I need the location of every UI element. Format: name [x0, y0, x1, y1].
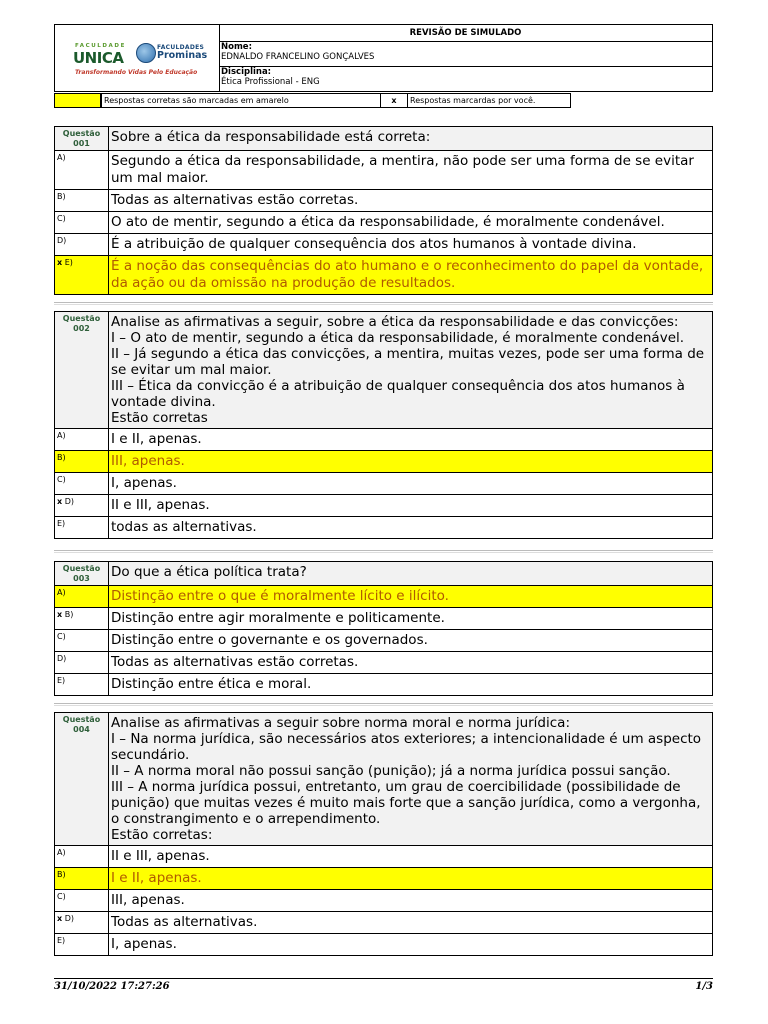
- correct-legend-text: Respostas corretas são marcadas em amarelo: [101, 93, 381, 108]
- footer-divider: [54, 978, 713, 979]
- option-row[interactable]: [55, 934, 713, 956]
- marked-x: x: [57, 610, 63, 619]
- unica-name: UNICA: [73, 49, 124, 67]
- stem-line: Estão corretas:: [111, 827, 213, 843]
- stem-line: I – Na norma jurídica, são necessários atos exteriores; a intencionalidade é um aspecto secundário.: [111, 731, 702, 763]
- question-number-value: 004: [73, 725, 90, 734]
- option-label: D): [55, 652, 109, 674]
- footer-datetime: 31/10/2022 17:27:26: [54, 981, 170, 992]
- discipline-row: [219, 66, 712, 91]
- question-stem: Do que a ética política trata?: [109, 562, 713, 586]
- name-row: [219, 41, 712, 67]
- stem-line: Analise as afirmativas a seguir sobre norma moral e norma jurídica:: [111, 715, 570, 731]
- option-row[interactable]: [55, 473, 713, 495]
- option-label: A): [55, 846, 109, 868]
- name-label: Nome:: [221, 42, 252, 52]
- option-text: III, apenas.: [109, 451, 713, 473]
- option-row-marked[interactable]: [55, 495, 713, 517]
- page-title: REVISÃO DE SIMULADO: [219, 25, 712, 42]
- question-number: [55, 713, 109, 846]
- faculdade-label: FACULDADE: [75, 43, 126, 49]
- marked-x: x: [57, 914, 63, 923]
- option-row[interactable]: [55, 212, 713, 234]
- option-row-correct[interactable]: [55, 256, 713, 295]
- option-label: A): [55, 586, 109, 608]
- option-row[interactable]: [55, 890, 713, 912]
- option-label: C): [55, 473, 109, 495]
- option-row[interactable]: [55, 151, 713, 190]
- correct-color-swatch: [54, 93, 101, 108]
- option-label: B): [55, 868, 109, 890]
- option-label: x B): [55, 608, 109, 630]
- question-stem: Sobre a ética da responsabilidade está correta:: [109, 127, 713, 151]
- option-text: Distinção entre o que é moralmente lícito e ilícito.: [109, 586, 713, 608]
- option-text: É a atribuição de qualquer consequência dos atos humanos à vontade divina.: [109, 234, 713, 256]
- option-text: III, apenas.: [109, 890, 713, 912]
- option-label: x E): [55, 256, 109, 295]
- question-stem: [109, 312, 713, 429]
- option-row-correct[interactable]: [55, 451, 713, 473]
- option-text: O ato de mentir, segundo a ética da responsabilidade, é moralmente condenável.: [109, 212, 713, 234]
- option-row[interactable]: [55, 190, 713, 212]
- option-label: E): [55, 934, 109, 956]
- question-number-value: 002: [73, 324, 90, 333]
- page-number: 1/3: [695, 981, 713, 992]
- option-label: B): [55, 451, 109, 473]
- option-label: x D): [55, 912, 109, 934]
- stem-line: Analise as afirmativas a seguir, sobre a ética da responsabilidade e das convicções:: [111, 314, 679, 330]
- option-text: Distinção entre ética e moral.: [109, 674, 713, 696]
- stem-line: I – O ato de mentir, segundo a ética da responsabilidade, é moralmente condenável.: [111, 330, 685, 346]
- divider: [54, 550, 713, 553]
- stem-line: Estão corretas: [111, 410, 208, 426]
- option-label: D): [55, 234, 109, 256]
- stem-line: III – A norma jurídica possui, entretanto, um grau de coercibilidade (possibilidade de punição) que muitas vezes é muito mais forte que a sanção jurídica, como a vergonha, o constrangimento e o arrependimento.: [111, 779, 701, 827]
- option-label: A): [55, 151, 109, 190]
- option-text: I, apenas.: [109, 934, 713, 956]
- question-number: [55, 127, 109, 151]
- option-label: B): [55, 190, 109, 212]
- name-value: EDNALDO FRANCELINO GONÇALVES: [221, 52, 375, 62]
- divider: [54, 302, 713, 305]
- marked-x: x: [57, 497, 63, 506]
- option-label: E): [55, 674, 109, 696]
- question-block: [54, 126, 713, 295]
- prominas-top: FACULDADES: [157, 44, 205, 51]
- question-number-value: 003: [73, 574, 90, 583]
- option-text: II e III, apenas.: [109, 846, 713, 868]
- option-label: C): [55, 890, 109, 912]
- option-text: I, apenas.: [109, 473, 713, 495]
- option-row[interactable]: [55, 846, 713, 868]
- option-row[interactable]: [55, 429, 713, 451]
- option-label: A): [55, 429, 109, 451]
- option-text: É a noção das consequências do ato humano e o reconhecimento do papel da vontade, da ação ou da omissão na produção de resultados.: [109, 256, 713, 295]
- option-row-correct[interactable]: [55, 586, 713, 608]
- stem-line: II – A norma moral não possui sanção (punição); já a norma jurídica possui sanção.: [111, 763, 671, 779]
- prominas-name: Prominas: [157, 50, 208, 61]
- question-block: [54, 561, 713, 696]
- option-row[interactable]: [55, 517, 713, 539]
- question-block: [54, 712, 713, 956]
- option-text: Todas as alternativas.: [109, 912, 713, 934]
- option-label: C): [55, 630, 109, 652]
- option-row-marked[interactable]: [55, 912, 713, 934]
- option-row[interactable]: [55, 234, 713, 256]
- question-number-value: 001: [73, 139, 90, 148]
- option-text: I e II, apenas.: [109, 868, 713, 890]
- option-label: E): [55, 517, 109, 539]
- question-stem: [109, 713, 713, 846]
- divider: [54, 703, 713, 706]
- logo-area: [55, 25, 220, 91]
- option-text: Todas as alternativas estão corretas.: [109, 652, 713, 674]
- option-text: Todas as alternativas estão corretas.: [109, 190, 713, 212]
- document-header: [54, 24, 713, 92]
- option-row[interactable]: [55, 630, 713, 652]
- option-text: todas as alternativas.: [109, 517, 713, 539]
- stem-line: II – Já segundo a ética das convicções, a mentira, muitas vezes, pode ser uma forma de se evitar um mal maior.: [111, 346, 705, 378]
- option-text: I e II, apenas.: [109, 429, 713, 451]
- question-label: Questão: [62, 129, 101, 138]
- option-text: Segundo a ética da responsabilidade, a mentira, não pode ser uma forma de se evitar um mal maior.: [109, 151, 713, 190]
- option-row-marked[interactable]: [55, 608, 713, 630]
- discipline-label: Disciplina:: [221, 67, 272, 77]
- logo-tagline: Transformando Vidas Pelo Educação: [75, 69, 198, 76]
- question-label: Questão: [62, 715, 101, 724]
- option-label: x D): [55, 495, 109, 517]
- stem-line: III – Ética da convicção é a atribuição de qualquer consequência dos atos humanos à vontade divina.: [111, 378, 685, 410]
- question-label: Questão: [62, 564, 101, 573]
- option-text: II e III, apenas.: [109, 495, 713, 517]
- question-number: [55, 312, 109, 429]
- marked-symbol: x: [380, 93, 408, 108]
- question-number: [55, 562, 109, 586]
- question-label: Questão: [62, 314, 101, 323]
- option-text: Distinção entre o governante e os governados.: [109, 630, 713, 652]
- globe-icon: [136, 43, 156, 63]
- option-row-correct[interactable]: [55, 868, 713, 890]
- option-label: C): [55, 212, 109, 234]
- option-row[interactable]: [55, 652, 713, 674]
- marked-x: x: [57, 258, 63, 267]
- question-block: [54, 311, 713, 539]
- option-row[interactable]: [55, 674, 713, 696]
- discipline-value: Ética Profissional - ENG: [221, 77, 320, 87]
- marked-legend-text: Respostas marcardas por você.: [407, 93, 571, 108]
- option-text: Distinção entre agir moralmente e politicamente.: [109, 608, 713, 630]
- prominas-logo: [136, 43, 206, 65]
